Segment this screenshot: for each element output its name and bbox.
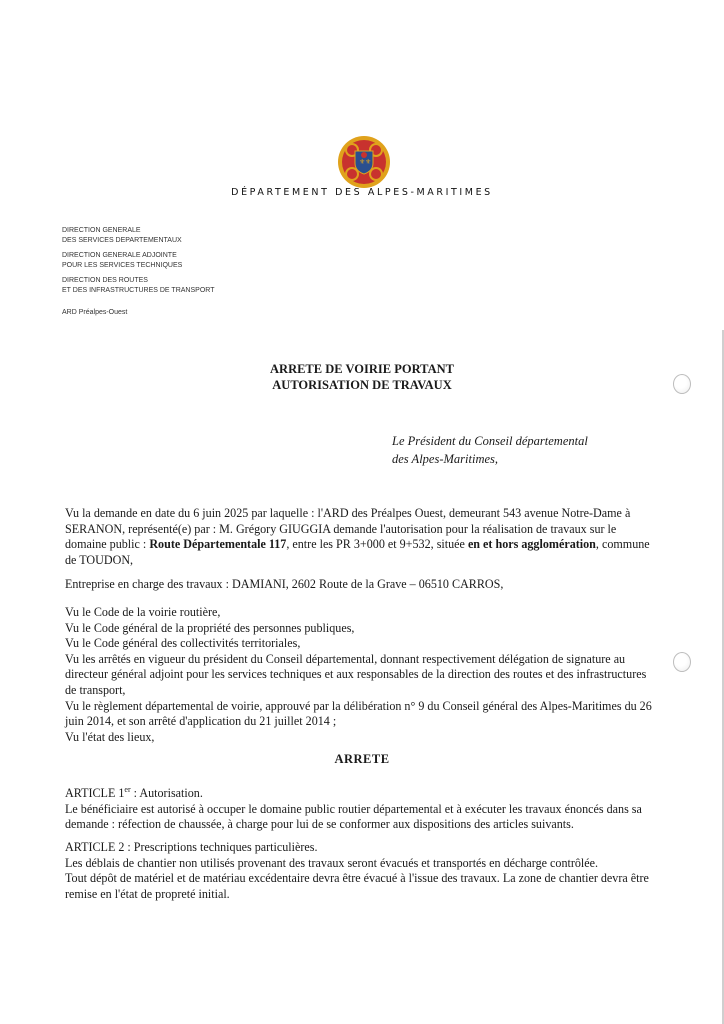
- visa-line: Vu le Code de la voirie routière,: [65, 605, 221, 619]
- article-1-text: Le bénéficiaire est autorisé à occuper le domaine public routier départemental et à exécuter les travaux énoncés dans sa demande : réfection de chaussée, à charge pour lui de se conformer aux dispositions des articles suivants.: [65, 801, 642, 832]
- direction-line: DIRECTION GENERALE: [62, 227, 141, 234]
- direction-line: DES SERVICES DEPARTEMENTAUX: [62, 237, 182, 244]
- direction-line: ET DES INFRASTRUCTURES DE TRANSPORT: [62, 287, 215, 294]
- visas-block: [65, 605, 655, 745]
- department-logo: [336, 134, 392, 190]
- direction-routes: [62, 276, 214, 296]
- article-2-title: ARTICLE 2 : Prescriptions techniques particulières.: [65, 840, 318, 854]
- article-1-title: : Autorisation.: [130, 786, 203, 801]
- visa-line: Vu les arrêtés en vigueur du président du Conseil départemental, donnant respectivement délégation de signature au directeur général adjoint pour les services techniques et aux responsables de la direction des routes et des infrastructures de transport,: [65, 651, 647, 697]
- department-title: DÉPARTEMENT DES ALPES-MARITIMES: [231, 187, 493, 198]
- demande-paragraph: [65, 506, 655, 568]
- svg-text:⚜: ⚜: [365, 158, 372, 166]
- demande-text: , entre les PR 3+000 et 9+532, située: [286, 537, 468, 552]
- article-1-prefix: ARTICLE 1: [65, 786, 125, 801]
- direction-line: DIRECTION GENERALE ADJOINTE: [62, 252, 177, 259]
- route-name: Route Départementale 117: [149, 537, 287, 552]
- location-label: en et hors agglomération: [467, 537, 596, 552]
- title-line: AUTORISATION DE TRAVAUX: [272, 378, 452, 392]
- president-block: [392, 432, 588, 468]
- article-2-line: Tout dépôt de matériel et de matériau excédentaire devra être évacué à l'issue des travaux. La zone de chantier devra être remise en l'état de propreté initial.: [65, 871, 649, 901]
- direction-generale-adjointe: [62, 251, 214, 271]
- visa-line: Vu le Code général des collectivités territoriales,: [65, 636, 301, 651]
- entreprise-paragraph: [65, 577, 655, 593]
- visa-line: Vu l'état des lieux,: [65, 729, 155, 744]
- direction-generale: [62, 226, 214, 246]
- president-line: des Alpes-Maritimes,: [392, 452, 499, 466]
- direction-line: DIRECTION DES ROUTES: [62, 277, 148, 284]
- demande-text: Vu la demande en date du 6 juin 2025 par laquelle : l'ARD des Préalpes Ouest, demeurant 543 avenue Notre-Dame à SERANON, représenté(e) par : M. Grégory GIUGGIA demande l'autorisation pour la réalisation de travaux sur le domaine public :: [65, 506, 631, 552]
- title-line: ARRETE DE VOIRIE PORTANT: [270, 362, 454, 376]
- punch-hole: [673, 652, 691, 672]
- direction-line: POUR LES SERVICES TECHNIQUES: [62, 262, 183, 269]
- svg-text:⚜: ⚜: [359, 158, 366, 166]
- ard-label: ARD Préalpes-Ouest: [62, 309, 128, 316]
- article-1: [65, 782, 655, 833]
- entreprise-text: Entreprise en charge des travaux : DAMIANI, 2602 Route de la Grave – 06510 CARROS,: [65, 577, 504, 591]
- article-2: [65, 840, 655, 902]
- president-line: Le Président du Conseil départemental: [392, 434, 588, 448]
- article-1-sup: er: [124, 785, 131, 794]
- visa-line: Vu le règlement départemental de voirie, approuvé par la délibération n° 9 du Conseil général des Alpes-Maritimes du 26 juin 2014, et son arrêté d'application du 21 juillet 2014 ;: [65, 698, 652, 729]
- arrete-heading: ARRETE: [334, 752, 390, 766]
- visa-line: Vu le Code général de la propriété des personnes publiques,: [65, 620, 355, 635]
- demande-text: , commune de TOUDON,: [65, 537, 650, 567]
- directions-block: [62, 226, 214, 301]
- document-title: [0, 361, 724, 393]
- article-2-line: Les déblais de chantier non utilisés provenant des travaux seront évacués et transportés en décharge contrôlée.: [65, 855, 599, 870]
